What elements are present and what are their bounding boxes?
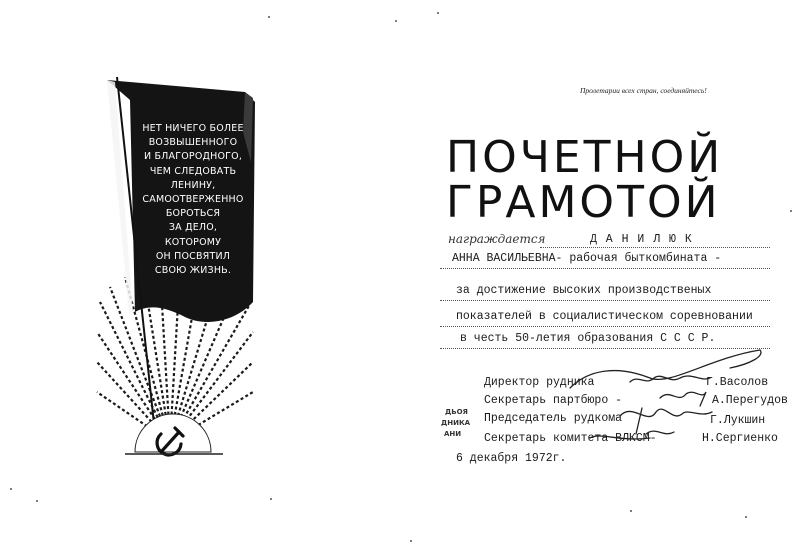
flag-quote	[138, 122, 248, 278]
signatory-title: Секретарь партбюро -	[484, 394, 623, 407]
awarded-label: награждается	[448, 232, 546, 246]
certificate-title-line1: ПОЧЕТНОЙ	[446, 132, 724, 183]
flag-quote-line: СВОЮ ЖИЗНЬ.	[154, 265, 232, 277]
signatory-name: Г.Васолов	[706, 376, 769, 389]
flag-quote-line: ЛЕНИНУ,	[170, 179, 216, 191]
issue-date: 6 декабря 1972г.	[456, 452, 567, 465]
recipient-surname: Д А Н И Л Ю К	[590, 233, 693, 246]
reason-line: показателей в социалистическом соревновании	[456, 310, 753, 323]
flag-quote-line: ОН ПОСВЯТИЛ	[155, 250, 231, 262]
certificate-title-line2: ГРАМОТОЙ	[446, 177, 721, 228]
signatory-title: Секретарь комитета ВЛКСМ-	[484, 432, 657, 445]
reason-line: за достижение высоких производственых	[456, 284, 712, 297]
underline	[440, 300, 770, 301]
signatory-name: А.Перегудов	[712, 394, 788, 407]
underline	[540, 247, 770, 248]
reason-line: в честь 50-летия образования С С С Р.	[460, 332, 716, 345]
underline	[440, 326, 770, 327]
signatory-name: Н.Сергиенко	[702, 432, 778, 445]
sun-disc	[135, 414, 211, 452]
flag-quote-line: НЕТ НИЧЕГО БОЛЕЕ	[142, 123, 244, 134]
flag-quote-line: КОТОРОМУ	[164, 236, 222, 248]
scan-speck	[36, 500, 38, 502]
scan-speck	[437, 12, 439, 14]
flag-quote-line: ЗА ДЕЛО,	[168, 222, 218, 234]
scan-speck	[745, 516, 747, 518]
flag-quote-line: САМООТВЕРЖЕННО	[142, 194, 244, 206]
signatory-title: Директор рудника	[484, 376, 595, 389]
scan-speck	[410, 540, 412, 542]
scan-speck	[790, 210, 792, 212]
motto: Пролетарии всех стран, соединяйтесь!	[580, 86, 707, 95]
scan-speck	[10, 488, 12, 490]
scan-speck	[268, 16, 270, 18]
flag-quote-line: БОРОТЬСЯ	[165, 208, 221, 220]
signatory-name: Г.Лукшин	[710, 414, 766, 427]
flag-quote-line: И БЛАГОРОДНОГО,	[143, 151, 243, 163]
stamp-fragment: ДЬОЯ	[445, 408, 468, 416]
scan-speck	[630, 510, 632, 512]
recipient-line: АННА ВАСИЛЬЕВНА- рабочая быткомбината -	[452, 252, 722, 265]
flag-quote-line: ЧЕМ СЛЕДОВАТЬ	[149, 165, 237, 177]
scan-speck	[270, 498, 272, 500]
stamp-fragment: АНИ	[444, 430, 462, 438]
scan-speck	[395, 20, 397, 22]
flag-quote-line: ВОЗВЫШЕННОГО	[148, 137, 238, 149]
handwritten-signatures	[560, 338, 780, 468]
underline	[440, 268, 770, 269]
stamp-fragment: ДНИКА	[441, 419, 471, 427]
signatory-title: Председатель рудкома	[484, 412, 623, 425]
